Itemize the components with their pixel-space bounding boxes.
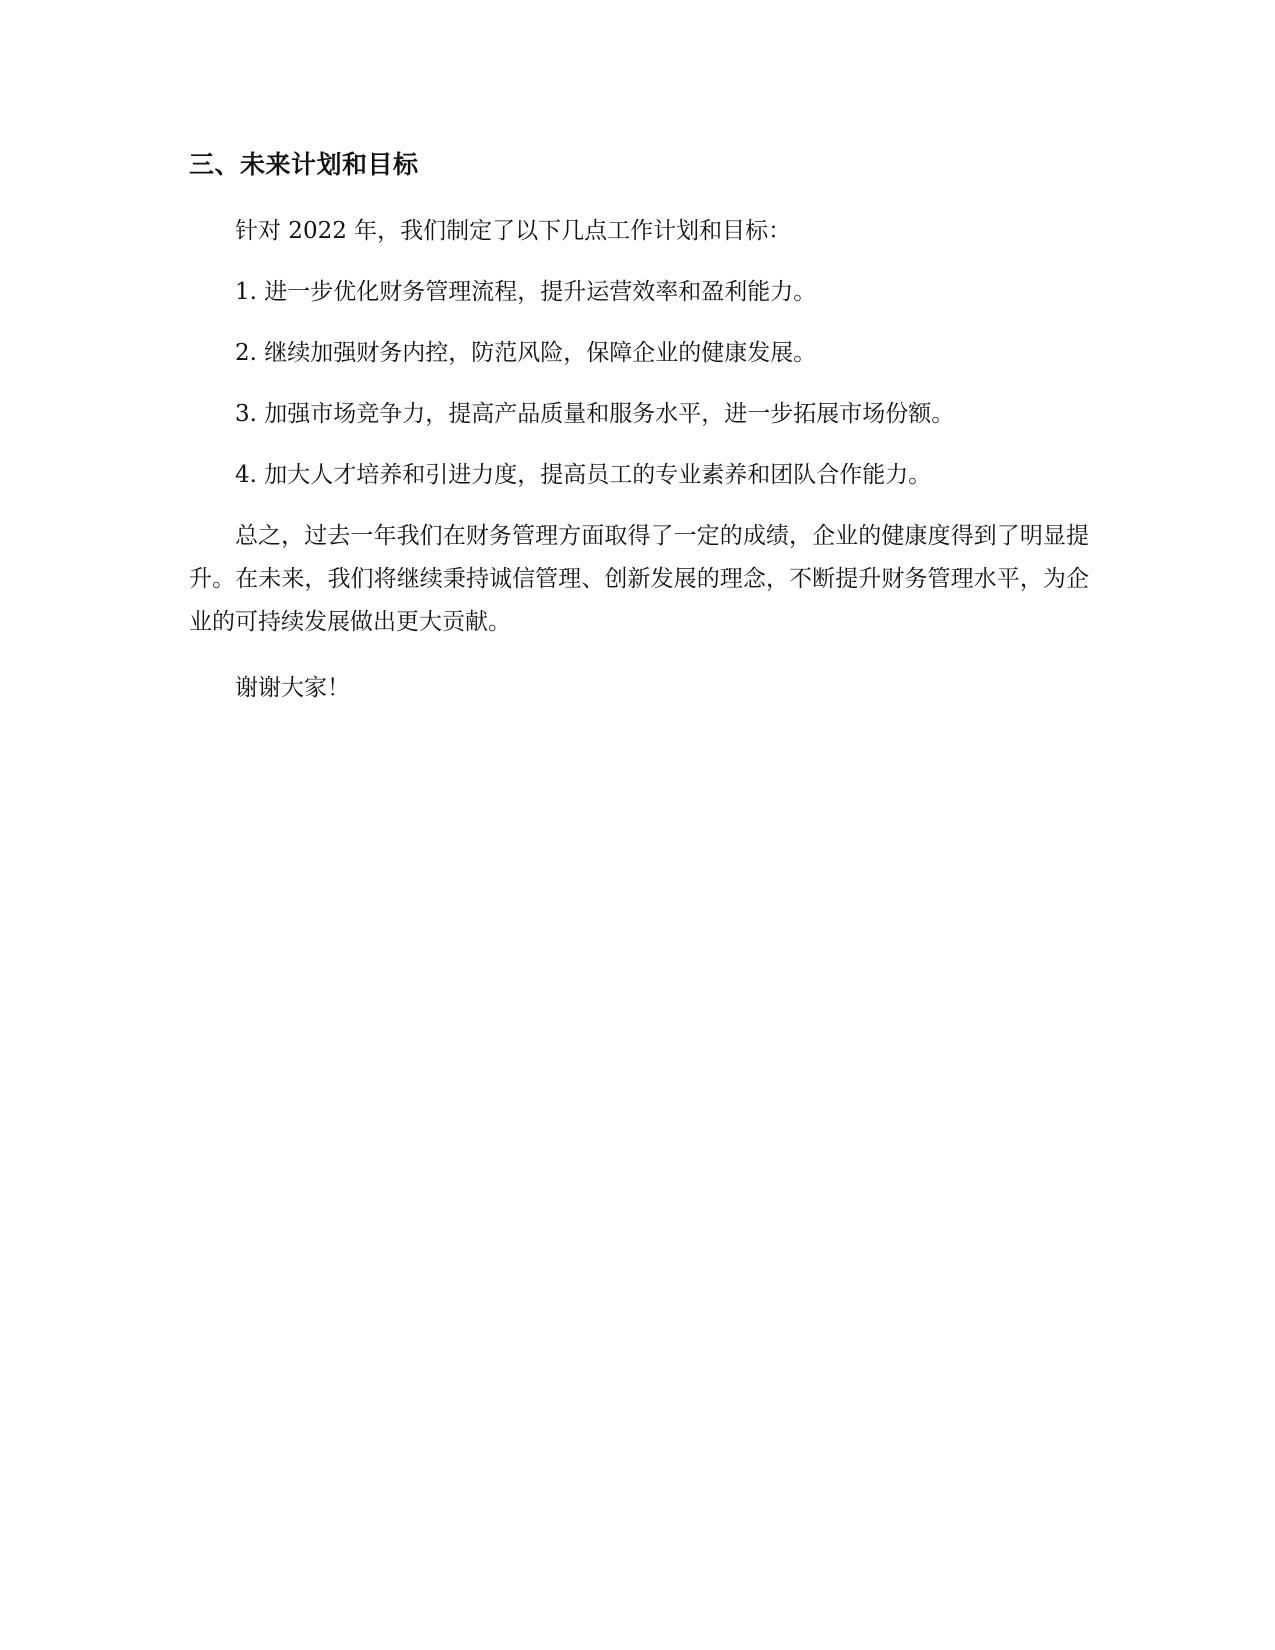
- closing-paragraph: 谢谢大家！: [235, 675, 350, 701]
- section-heading: 三、未来计划和目标: [189, 150, 419, 179]
- document-page: [189, 148, 1089, 733]
- goal-item-3: 3. 加强市场竞争力，提高产品质量和服务水平，进一步拓展市场份额。: [235, 401, 955, 427]
- goal-item-2: 2. 继续加强财务内控，防范风险，保障企业的健康发展。: [235, 340, 817, 366]
- goal-item-4: 4. 加大人才培养和引进力度，提高员工的专业素养和团队合作能力。: [235, 462, 932, 488]
- goal-item-1: 1. 进一步优化财务管理流程，提升运营效率和盈利能力。: [235, 279, 817, 305]
- summary-paragraph: 总之，过去一年我们在财务管理方面取得了一定的成绩，企业的健康度得到了明显提升。在未来，我们将继续秉持诚信管理、创新发展的理念，不断提升财务管理水平，为企业的可持续发展做出更大贡献。: [189, 523, 1089, 635]
- intro-paragraph: 针对 2022 年，我们制定了以下几点工作计划和目标：: [235, 218, 792, 244]
